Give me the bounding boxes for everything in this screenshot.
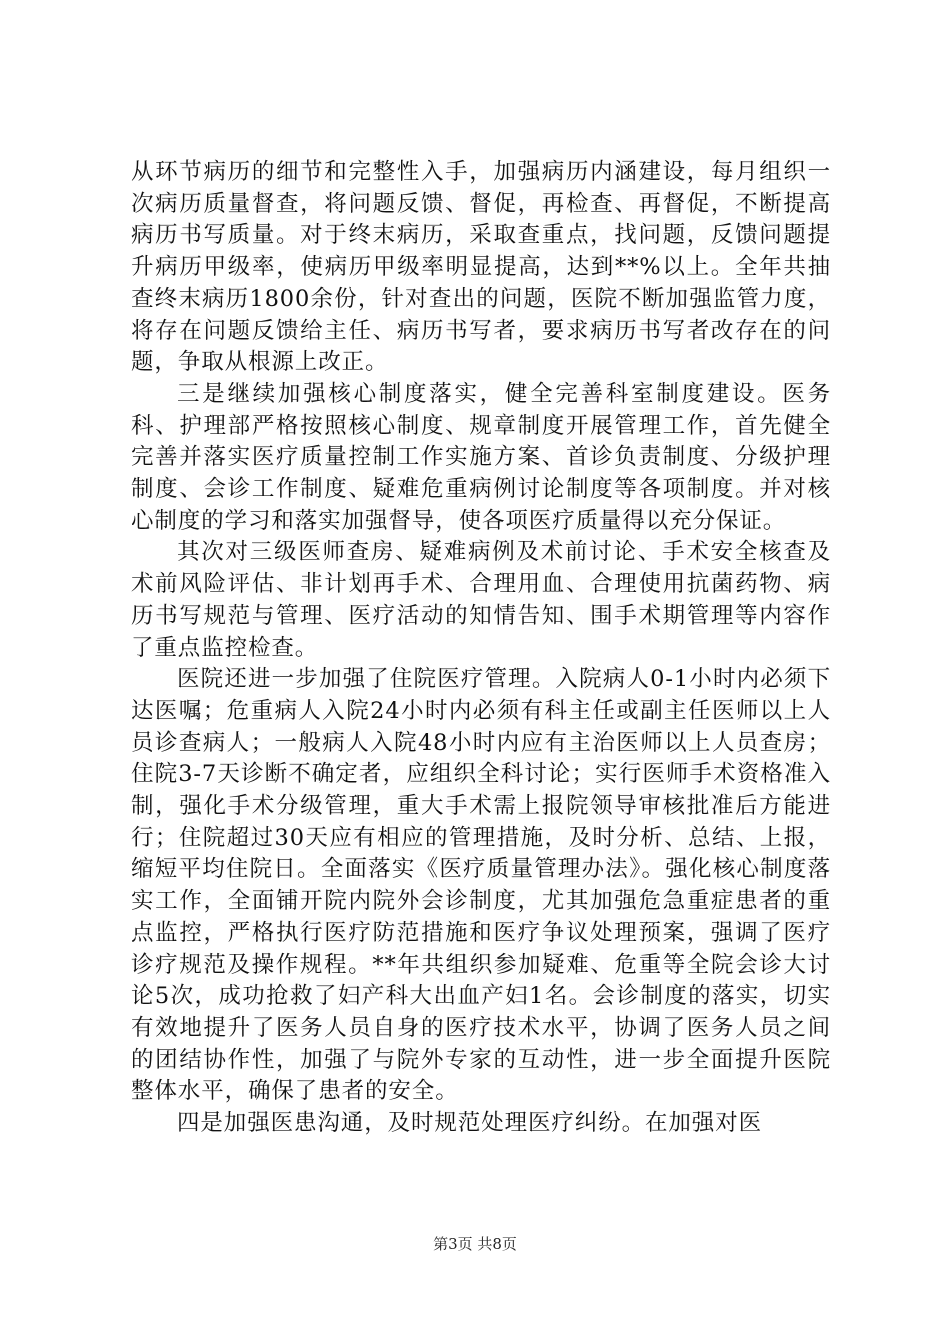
paragraph-medical-records: 从环节病历的细节和完整性入手，加强病历内涵建设，每月组织一次病历质量督查，将问题反馈、督促，再检查、再督促，不断提高病历书写质量。对于终末病历，采取查重点，找问题，反馈问题提升病历甲级率，使病历甲级率明显提高，达到**%以上。全年共抽查终末病历1800余份，针对查出的问题，医院不断加强监管力度，将存在问题反馈给主任、病历书写者，要求病历书写者改存在的问题，争取从根源上改正。 [131,159,831,376]
page-number: 第3页 共8页 [433,1235,517,1253]
document-body [131,157,831,1140]
paragraph-inpatient-management: 医院还进一步加强了住院医疗管理。入院病人0-1小时内必须下达医嘱；危重病人入院24小时内必须有科主任或副主任医师以上人员诊查病人；一般病人入院48小时内应有主治医师以上人员查房；住院3-7天诊断不确定者，应组织全科讨论；实行医师手术资格准入制，强化手术分级管理，重大手术需上报院领导审核批准后方能进行；住院超过30天应有相应的管理措施，及时分析、总结、上报，缩短平均住院日。全面落实《医疗质量管理办法》。强化核心制度落实工作，全面铺开院内院外会诊制度，尤其加强危急重症患者的重点监控，严格执行医疗防范措施和医疗争议处理预案，强调了医疗诊疗规范及操作规程。**年共组织参加疑难、危重等全院会诊大讨论5次，成功抢救了妇产科大出血产妇1名。会诊制度的落实，切实有效地提升了医务人员自身的医疗技术水平，协调了医务人员之间的团结协作性，加强了与院外专家的互动性，进一步全面提升医院整体水平，确保了患者的安全。 [131,666,831,1105]
paragraph-key-monitoring: 其次对三级医师查房、疑难病例及术前讨论、手术安全核查及术前风险评估、非计划再手术、合理用血、合理使用抗菌药物、病历书写规范与管理、医疗活动的知情告知、围手术期管理等内容作了重点监控检查。 [131,539,831,661]
paragraph-doctor-patient-communication: 四是加强医患沟通，及时规范处理医疗纠纷。在加强对医 [177,1110,763,1137]
paragraph-core-system: 三是继续加强核心制度落实，健全完善科室制度建设。医务科、护理部严格按照核心制度、规章制度开展管理工作，首先健全完善并落实医疗质量控制工作实施方案、首诊负责制度、分级护理制度、会诊工作制度、疑难危重病例讨论制度等各项制度。并对核心制度的学习和落实加强督导，使各项医疗质量得以充分保证。 [131,380,831,534]
